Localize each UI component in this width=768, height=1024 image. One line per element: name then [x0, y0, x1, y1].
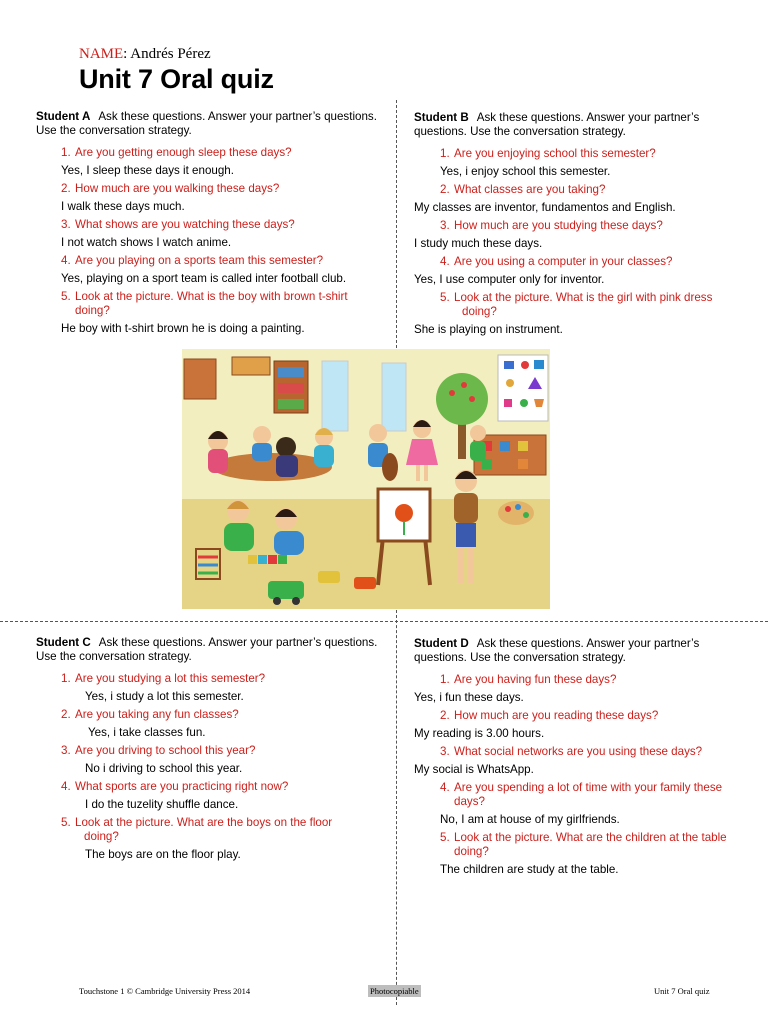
question: 4. Are you using a computer in your classes?	[440, 255, 673, 268]
question: 1. Are you studying a lot this semester?	[61, 672, 266, 685]
answer: Yes, playing on a sport team is called inter football club.	[61, 272, 347, 285]
question: 4. Are you playing on a sports team this semester?	[61, 254, 324, 267]
list-item	[414, 673, 749, 705]
question: 4. Are you spending a lot of time with your family these	[440, 781, 723, 794]
student-c-label: Student C	[36, 636, 91, 649]
list-item	[36, 218, 381, 250]
question-continued: days?	[454, 795, 485, 808]
student-b-instructions: Ask these questions. Answer your partner’s questions. Use the conversation strategy.	[414, 111, 700, 138]
student-d-section	[414, 637, 749, 877]
tree	[436, 373, 488, 425]
list-item	[36, 816, 381, 862]
answer: Yes, i fun these days.	[414, 691, 524, 704]
student-d-header	[414, 637, 749, 665]
student-b-header	[414, 111, 749, 139]
footer-copyright: Touchstone 1 © Cambridge University Press 2014	[79, 986, 251, 996]
list-item	[414, 709, 749, 741]
toy-car	[318, 571, 340, 583]
list-item	[414, 291, 749, 337]
answer: He boy with t-shirt brown he is doing a painting.	[61, 322, 305, 335]
list-item	[414, 219, 749, 251]
question-continued: doing?	[84, 830, 119, 843]
answer: The children are study at the table.	[440, 863, 619, 876]
floor-boy	[224, 523, 254, 551]
painted-flower	[395, 504, 413, 522]
question-continued: doing?	[454, 845, 489, 858]
list-item	[36, 182, 381, 214]
student-c-header	[36, 636, 381, 664]
student-a-header	[36, 110, 381, 138]
answer: She is playing on instrument.	[414, 323, 563, 336]
divider-vertical-bottom	[396, 610, 397, 1005]
answer: My classes are inventor, fundamentos and English.	[414, 201, 676, 214]
question: 5. Look at the picture. What is the girl with pink dress	[440, 291, 713, 304]
question: 5. Look at the picture. What are the boys on the floor	[61, 816, 333, 829]
paint-palette	[498, 501, 534, 525]
list-item	[414, 831, 749, 877]
name-line	[79, 46, 211, 63]
student-d-instructions: Ask these questions. Answer your partner’s questions. Use the conversation strategy.	[414, 637, 700, 664]
answer: Yes, i enjoy school this semester.	[440, 165, 611, 178]
divider-horizontal	[0, 621, 768, 622]
question: 2. Are you taking any fun classes?	[61, 708, 239, 721]
answer: I study much these days.	[414, 237, 543, 250]
question: 1. Are you enjoying school this semester?	[440, 147, 656, 160]
answer: I do the tuzelity shuffle dance.	[85, 798, 239, 811]
student-d-label: Student D	[414, 637, 469, 650]
question: 2. How much are you reading these days?	[440, 709, 659, 722]
answer: My social is WhatsApp.	[414, 763, 534, 776]
student-a-label: Student A	[36, 110, 91, 123]
floor-boy	[274, 531, 304, 555]
question: 3. What shows are you watching these days?	[61, 218, 295, 231]
page-title: Unit 7 Oral quiz	[79, 64, 274, 94]
question: 4. What sports are you practicing right now?	[61, 780, 289, 793]
question: 1. Are you getting enough sleep these days?	[61, 146, 292, 159]
answer: No i driving to school this year.	[85, 762, 243, 775]
list-item	[36, 744, 381, 776]
list-item	[36, 254, 381, 286]
question: 5. Look at the picture. What is the boy with brown t-shirt	[61, 290, 348, 303]
list-item	[36, 708, 381, 740]
shelf	[232, 357, 270, 375]
question: 5. Look at the picture. What are the children at the table	[440, 831, 727, 844]
divider-vertical-top	[396, 100, 397, 348]
list-item	[414, 255, 749, 287]
window	[382, 363, 406, 431]
student-c-section	[36, 636, 381, 862]
list-item	[36, 290, 381, 336]
answer: I not watch shows I watch anime.	[61, 236, 232, 249]
question: 2. What classes are you taking?	[440, 183, 606, 196]
footer-unit: Unit 7 Oral quiz	[654, 986, 710, 996]
question: 3. Are you driving to school this year?	[61, 744, 256, 757]
cabinet	[184, 359, 216, 399]
answer: Yes, i take classes fun.	[88, 726, 206, 739]
list-item	[414, 781, 749, 827]
list-item	[36, 672, 381, 704]
window	[322, 361, 348, 431]
student-b-label: Student B	[414, 111, 469, 124]
classroom-illustration	[182, 349, 550, 609]
name-label: NAME	[79, 46, 124, 62]
answer: Yes, i study a lot this semester.	[85, 690, 244, 703]
answer: No, I am at house of my girlfriends.	[440, 813, 620, 826]
toy-bus	[268, 581, 304, 599]
list-item	[414, 183, 749, 215]
question: 3. How much are you studying these days?	[440, 219, 663, 232]
question: 2. How much are you walking these days?	[61, 182, 280, 195]
list-item	[36, 146, 381, 178]
cello	[382, 453, 398, 481]
question: 3. What social networks are you using these days?	[440, 745, 703, 758]
answer: Yes, I use computer only for inventor.	[414, 273, 605, 286]
answer: The boys are on the floor play.	[85, 848, 241, 861]
toy-truck	[354, 577, 376, 589]
student-a-instructions: Ask these questions. Answer your partner’s questions. Use the conversation strategy.	[36, 110, 377, 137]
question-continued: doing?	[462, 305, 497, 318]
footer-photocopiable: Photocopiable	[370, 986, 419, 996]
list-item	[414, 745, 749, 777]
student-b-section	[414, 111, 749, 337]
name-value: : Andrés Pérez	[123, 46, 211, 62]
student-c-instructions: Ask these questions. Answer your partner’s questions. Use the conversation strategy.	[36, 636, 378, 663]
list-item	[414, 147, 749, 179]
list-item	[36, 780, 381, 812]
question: 1. Are you having fun these days?	[440, 673, 617, 686]
answer: Yes, I sleep these days it enough.	[61, 164, 234, 177]
question-continued: doing?	[75, 304, 110, 317]
answer: My reading is 3.00 hours.	[414, 727, 545, 740]
student-a-section	[36, 110, 381, 336]
answer: I walk these days much.	[61, 200, 185, 213]
boy-brown-tshirt	[454, 493, 478, 523]
